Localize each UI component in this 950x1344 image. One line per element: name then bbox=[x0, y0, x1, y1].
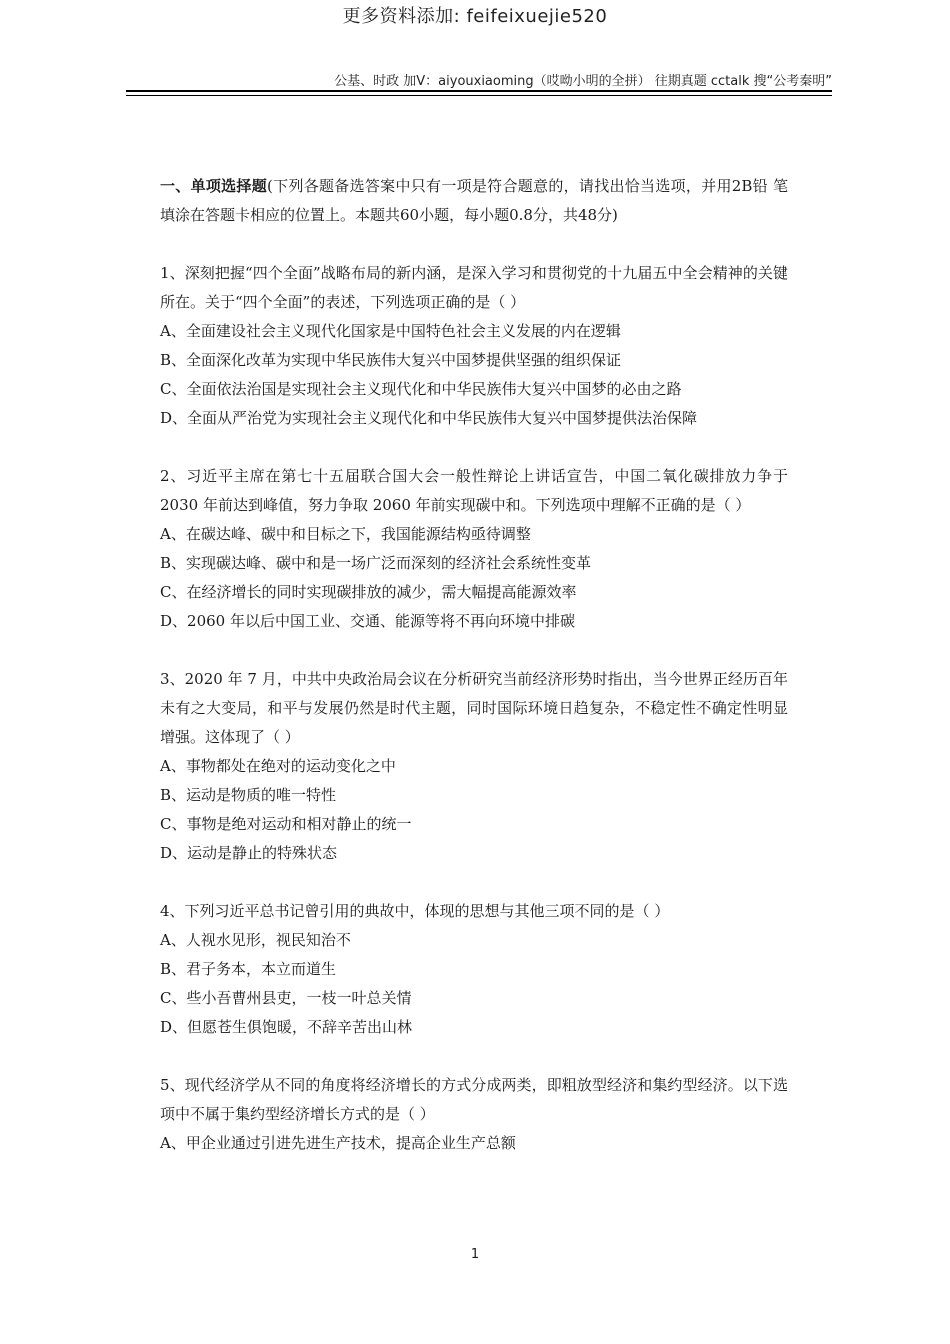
option-c: C、全面依法治国是实现社会主义现代化和中华民族伟大复兴中国梦的必由之路 bbox=[160, 380, 682, 398]
option-a: A、全面建设社会主义现代化国家是中国特色社会主义发展的内在逻辑 bbox=[160, 322, 621, 340]
option-c: C、在经济增长的同时实现碳排放的减少，需大幅提高能源效率 bbox=[160, 583, 577, 601]
watermark-text: 更多资料添加: feifeixuejie520 bbox=[342, 6, 608, 27]
question-stem: 2、习近平主席在第七十五届联合国大会一般性辩论上讲话宣告，中国二氧化碳排放力争于 2030 年前达到峰值，努力争取 2060 年前实现碳中和。下列选项中理解不正确的是（ ） bbox=[160, 467, 788, 514]
question-3 bbox=[160, 665, 788, 868]
question-stem: 3、2020 年 7 月，中共中央政治局会议在分析研究当前经济形势时指出，当今世界正经历百年未有之大变局，和平与发展仍然是时代主题，同时国际环境日趋复杂，不稳定性不确定性明显增强。这体现了（ ） bbox=[160, 670, 788, 746]
page-header: 公基、时政 加V：aiyouxiaoming（哎呦小明的全拼） 往期真题 cctalk 搜“公考秦明” bbox=[334, 74, 832, 89]
option-a: A、在碳达峰、碳中和目标之下，我国能源结构亟待调整 bbox=[160, 525, 531, 543]
page-number: 1 bbox=[470, 1247, 480, 1262]
question-stem: 1、深刻把握“四个全面”战略布局的新内涵，是深入学习和贯彻党的十九届五中全会精神的关键所在。关于“四个全面”的表述，下列选项正确的是（ ） bbox=[160, 264, 788, 311]
question-stem: 5、现代经济学从不同的角度将经济增长的方式分成两类，即粗放型经济和集约型经济。以下选项中不属于集约型经济增长方式的是（ ） bbox=[160, 1076, 788, 1123]
option-d: D、运动是静止的特殊状态 bbox=[160, 844, 338, 862]
option-b: B、实现碳达峰、碳中和是一场广泛而深刻的经济社会系统性变革 bbox=[160, 554, 592, 572]
option-a: A、甲企业通过引进先进生产技术，提高企业生产总额 bbox=[160, 1134, 516, 1152]
header-rule-thin bbox=[126, 95, 832, 96]
section-title: 一、单项选择题 bbox=[160, 177, 268, 195]
option-b: B、运动是物质的唯一特性 bbox=[160, 786, 337, 804]
question-5 bbox=[160, 1071, 788, 1158]
header-rule-thick bbox=[126, 90, 832, 92]
option-d: D、但愿苍生俱饱暖，不辞辛苦出山林 bbox=[160, 1018, 413, 1036]
section-intro bbox=[160, 172, 788, 230]
section-instructions: (下列各题备选答案中只有一项是符合题意的，请找出恰当选项，并用2B铅 笔填涂在答题卡相应的位置上。本题共60小题，每小题0.8分，共48分) bbox=[160, 177, 788, 224]
option-b: B、君子务本，本立而道生 bbox=[160, 960, 337, 978]
option-d: D、全面从严治党为实现社会主义现代化和中华民族伟大复兴中国梦提供法治保障 bbox=[160, 409, 698, 427]
question-4 bbox=[160, 897, 788, 1042]
question-1 bbox=[160, 259, 788, 433]
option-b: B、全面深化改革为实现中华民族伟大复兴中国梦提供坚强的组织保证 bbox=[160, 351, 622, 369]
option-a: A、人视水见形，视民知治不 bbox=[160, 931, 351, 949]
option-a: A、事物都处在绝对的运动变化之中 bbox=[160, 757, 396, 775]
option-c: C、事物是绝对运动和相对静止的统一 bbox=[160, 815, 412, 833]
question-2 bbox=[160, 462, 788, 636]
option-d: D、2060 年以后中国工业、交通、能源等将不再向环境中排碳 bbox=[160, 612, 575, 630]
question-stem: 4、下列习近平总书记曾引用的典故中，体现的思想与其他三项不同的是（ ） bbox=[160, 902, 670, 920]
document-body bbox=[160, 172, 788, 1158]
option-c: C、些小吾曹州县吏，一枝一叶总关情 bbox=[160, 989, 412, 1007]
